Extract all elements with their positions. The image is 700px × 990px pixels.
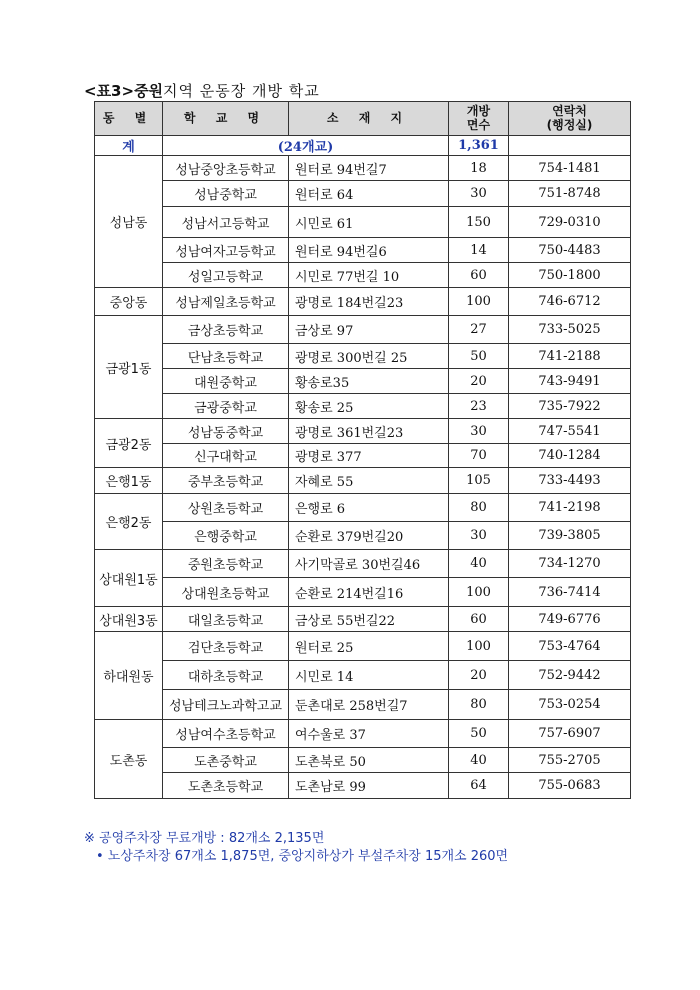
address-cell: 도촌남로 99 (289, 773, 449, 799)
school-cell: 성남중앙초등학교 (163, 156, 289, 181)
contact-cell: 729-0310 (509, 207, 631, 238)
contact-cell: 741-2198 (509, 494, 631, 522)
address-cell: 도촌북로 50 (289, 748, 449, 773)
header-address: 소 재 지 (289, 102, 449, 136)
school-cell: 단남초등학교 (163, 344, 289, 369)
open-count-cell: 80 (449, 494, 509, 522)
contact-cell: 733-5025 (509, 316, 631, 344)
contact-cell: 755-0683 (509, 773, 631, 799)
table-row (95, 238, 631, 263)
table-row (95, 607, 631, 632)
school-cell: 은행중학교 (163, 522, 289, 550)
contact-cell: 740-1284 (509, 444, 631, 468)
contact-cell: 736-7414 (509, 578, 631, 607)
contact-cell: 750-4483 (509, 238, 631, 263)
table-row (95, 419, 631, 444)
contact-cell: 753-4764 (509, 632, 631, 661)
school-cell: 중원초등학교 (163, 550, 289, 578)
school-cell: 성남제일초등학교 (163, 288, 289, 316)
address-cell: 원터로 25 (289, 632, 449, 661)
open-count-cell: 70 (449, 444, 509, 468)
dong-cell: 성남동 (95, 156, 163, 288)
open-count-cell: 40 (449, 550, 509, 578)
school-cell: 대원중학교 (163, 369, 289, 394)
address-cell: 사기막골로 30번길46 (289, 550, 449, 578)
table-row (95, 444, 631, 468)
address-cell: 광명로 377 (289, 444, 449, 468)
address-cell: 광명로 184번길23 (289, 288, 449, 316)
open-count-cell: 60 (449, 263, 509, 288)
contact-cell: 750-1800 (509, 263, 631, 288)
open-count-cell: 40 (449, 748, 509, 773)
contact-cell: 753-0254 (509, 690, 631, 720)
table-row (95, 748, 631, 773)
address-cell: 자혜로 55 (289, 468, 449, 494)
open-count-cell: 23 (449, 394, 509, 419)
table-row (95, 720, 631, 748)
footnotes (84, 830, 508, 866)
table-row (95, 661, 631, 690)
open-count-cell: 105 (449, 468, 509, 494)
school-cell: 성남중학교 (163, 181, 289, 207)
open-count-cell: 20 (449, 369, 509, 394)
header-dong: 동 별 (95, 102, 163, 136)
table-row (95, 522, 631, 550)
contact-cell: 735-7922 (509, 394, 631, 419)
total-row (95, 136, 631, 156)
school-cell: 성남서고등학교 (163, 207, 289, 238)
dong-cell: 은행2동 (95, 494, 163, 550)
footnote-parking-detail: • 노상주차장 67개소 1,875면, 중앙지하상가 부설주차장 15개소 260면 (96, 849, 509, 864)
contact-cell: 747-5541 (509, 419, 631, 444)
table-row (95, 773, 631, 799)
school-cell: 금광중학교 (163, 394, 289, 419)
table-row (95, 369, 631, 394)
open-count-cell: 27 (449, 316, 509, 344)
contact-cell: 741-2188 (509, 344, 631, 369)
address-cell: 둔촌대로 258번길7 (289, 690, 449, 720)
open-count-cell: 50 (449, 720, 509, 748)
open-count-cell: 100 (449, 578, 509, 607)
table-row (95, 263, 631, 288)
open-count-cell: 60 (449, 607, 509, 632)
school-cell: 성남여수초등학교 (163, 720, 289, 748)
open-count-cell: 30 (449, 522, 509, 550)
table-row (95, 394, 631, 419)
school-cell: 신구대학교 (163, 444, 289, 468)
dong-cell: 중앙동 (95, 288, 163, 316)
dong-cell: 은행1동 (95, 468, 163, 494)
address-cell: 원터로 94번길7 (289, 156, 449, 181)
contact-cell: 751-8748 (509, 181, 631, 207)
dong-cell: 금광2동 (95, 419, 163, 468)
address-cell: 시민로 61 (289, 207, 449, 238)
dong-cell: 상대원3동 (95, 607, 163, 632)
school-cell: 성일고등학교 (163, 263, 289, 288)
contact-cell: 733-4493 (509, 468, 631, 494)
open-count-cell: 100 (449, 288, 509, 316)
open-count-cell: 100 (449, 632, 509, 661)
open-count-cell: 30 (449, 181, 509, 207)
school-table (94, 101, 631, 799)
total-open-count: 1,361 (449, 136, 509, 156)
dong-cell: 도촌동 (95, 720, 163, 799)
school-cell: 상대원초등학교 (163, 578, 289, 607)
dong-cell: 하대원동 (95, 632, 163, 720)
caption-lead: <표3>중원 (84, 82, 164, 100)
address-cell: 은행로 6 (289, 494, 449, 522)
open-count-cell: 150 (449, 207, 509, 238)
school-cell: 검단초등학교 (163, 632, 289, 661)
contact-cell: 755-2705 (509, 748, 631, 773)
header-school: 학 교 명 (163, 102, 289, 136)
contact-cell: 739-3805 (509, 522, 631, 550)
contact-cell: 734-1270 (509, 550, 631, 578)
caption-rest: 지역 운동장 개방 학교 (163, 82, 320, 100)
contact-cell: 752-9442 (509, 661, 631, 690)
table-row (95, 632, 631, 661)
contact-cell: 754-1481 (509, 156, 631, 181)
school-cell: 상원초등학교 (163, 494, 289, 522)
school-cell: 성남여자고등학교 (163, 238, 289, 263)
address-cell: 광명로 361번길23 (289, 419, 449, 444)
address-cell: 금상로 55번길22 (289, 607, 449, 632)
table-row (95, 494, 631, 522)
table-row (95, 316, 631, 344)
open-count-cell: 18 (449, 156, 509, 181)
dong-cell: 상대원1동 (95, 550, 163, 607)
school-cell: 도촌중학교 (163, 748, 289, 773)
table-row (95, 550, 631, 578)
address-cell: 순환로 214번길16 (289, 578, 449, 607)
table-row (95, 344, 631, 369)
school-cell: 중부초등학교 (163, 468, 289, 494)
header-row (95, 102, 631, 136)
open-count-cell: 64 (449, 773, 509, 799)
address-cell: 황송로35 (289, 369, 449, 394)
total-schools: (24개교) (163, 136, 449, 156)
school-cell: 대하초등학교 (163, 661, 289, 690)
open-count-cell: 30 (449, 419, 509, 444)
address-cell: 금상로 97 (289, 316, 449, 344)
header-open-count: 개방 면수 (449, 102, 509, 136)
contact-cell: 757-6907 (509, 720, 631, 748)
table-row (95, 690, 631, 720)
school-cell: 금상초등학교 (163, 316, 289, 344)
table-caption (84, 80, 320, 101)
school-cell: 성남테크노과학고교 (163, 690, 289, 720)
address-cell: 여수울로 37 (289, 720, 449, 748)
address-cell: 순환로 379번길20 (289, 522, 449, 550)
total-label: 계 (95, 136, 163, 156)
contact-cell: 746-6712 (509, 288, 631, 316)
table-row (95, 288, 631, 316)
table-row (95, 468, 631, 494)
footnote-parking: ※ 공영주차장 무료개방 : 82개소 2,135면 (84, 831, 325, 846)
table-row (95, 207, 631, 238)
open-count-cell: 50 (449, 344, 509, 369)
header-contact: 연락처 (행정실) (509, 102, 631, 136)
table-row (95, 578, 631, 607)
school-cell: 성남동중학교 (163, 419, 289, 444)
address-cell: 원터로 94번길6 (289, 238, 449, 263)
contact-cell: 749-6776 (509, 607, 631, 632)
dong-cell: 금광1동 (95, 316, 163, 419)
school-cell: 대일초등학교 (163, 607, 289, 632)
contact-cell: 743-9491 (509, 369, 631, 394)
address-cell: 원터로 64 (289, 181, 449, 207)
open-count-cell: 14 (449, 238, 509, 263)
address-cell: 시민로 77번길 10 (289, 263, 449, 288)
address-cell: 황송로 25 (289, 394, 449, 419)
open-count-cell: 20 (449, 661, 509, 690)
open-count-cell: 80 (449, 690, 509, 720)
table-row (95, 156, 631, 181)
address-cell: 광명로 300번길 25 (289, 344, 449, 369)
table-row (95, 181, 631, 207)
school-cell: 도촌초등학교 (163, 773, 289, 799)
table-body (95, 136, 631, 799)
total-contact (509, 136, 631, 156)
address-cell: 시민로 14 (289, 661, 449, 690)
